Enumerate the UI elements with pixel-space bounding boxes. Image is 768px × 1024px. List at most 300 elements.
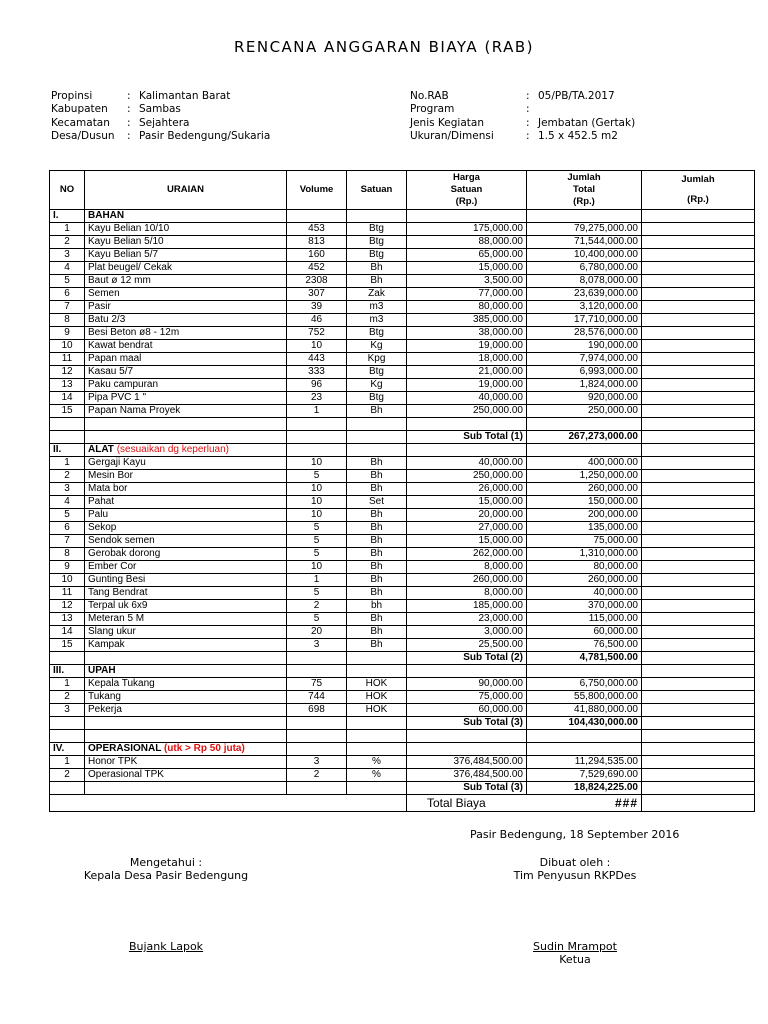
item-uraian: Tang Bendrat: [85, 587, 287, 600]
empty-cell: [407, 730, 527, 743]
item-jumlah-total: 370,000.00: [527, 600, 642, 613]
info-key: Kecamatan: [51, 116, 110, 129]
item-volume: 2: [287, 769, 347, 782]
empty-cell: [50, 730, 85, 743]
item-jumlah: [642, 223, 755, 236]
jumlah-header-line2: (Rp.): [687, 194, 709, 205]
item-jumlah: [642, 704, 755, 717]
info-colon: :: [526, 116, 530, 129]
item-no: 5: [50, 509, 85, 522]
item-jumlah: [642, 483, 755, 496]
empty-cell: [642, 444, 755, 457]
subtotal-value: 104,430,000.00: [527, 717, 642, 730]
table-row: [50, 327, 755, 340]
empty-cell: [347, 444, 407, 457]
item-no: 9: [50, 327, 85, 340]
item-satuan: HOK: [347, 691, 407, 704]
item-satuan: %: [347, 769, 407, 782]
item-no: 2: [50, 470, 85, 483]
section-name: UPAH: [88, 665, 116, 676]
section-note: (utk > Rp 50 juta): [163, 743, 245, 754]
item-uraian: Meteran 5 M: [85, 613, 287, 626]
item-satuan: Bh: [347, 535, 407, 548]
item-jumlah-total: 200,000.00: [527, 509, 642, 522]
item-uraian: Ember Cor: [85, 561, 287, 574]
item-volume: 744: [287, 691, 347, 704]
item-no: 15: [50, 405, 85, 418]
item-uraian: Papan Nama Proyek: [85, 405, 287, 418]
place-date: Pasir Bedengung, 18 September 2016: [470, 828, 680, 841]
empty-cell: [642, 730, 755, 743]
item-jumlah-total: 11,294,535.00: [527, 756, 642, 769]
table-row: [50, 366, 755, 379]
empty-cell: [347, 431, 407, 444]
item-uraian: Kampak: [85, 639, 287, 652]
empty-cell: [347, 665, 407, 678]
item-uraian: Slang ukur: [85, 626, 287, 639]
info-colon: :: [127, 103, 131, 116]
item-satuan: Kpg: [347, 353, 407, 366]
item-satuan: HOK: [347, 704, 407, 717]
info-row: [410, 130, 635, 143]
item-jumlah: [642, 691, 755, 704]
item-jumlah: [642, 353, 755, 366]
item-jumlah-total: 260,000.00: [527, 574, 642, 587]
info-colon: :: [127, 129, 131, 142]
item-no: 6: [50, 288, 85, 301]
empty-cell: [50, 418, 85, 431]
item-jumlah: [642, 470, 755, 483]
item-jumlah: [642, 626, 755, 639]
table-row: [50, 314, 755, 327]
item-jumlah: [642, 340, 755, 353]
item-harga: 20,000.00: [407, 509, 527, 522]
item-uraian: Kayu Belian 5/7: [85, 249, 287, 262]
item-volume: 10: [287, 340, 347, 353]
item-volume: 3: [287, 756, 347, 769]
section-number: III.: [50, 665, 85, 678]
item-jumlah: [642, 509, 755, 522]
item-harga: 19,000.00: [407, 340, 527, 353]
item-jumlah-total: 260,000.00: [527, 483, 642, 496]
item-uraian: Pahat: [85, 496, 287, 509]
empty-cell: [407, 418, 527, 431]
total-label: Total Biaya: [427, 796, 486, 810]
item-jumlah-total: 6,993,000.00: [527, 366, 642, 379]
item-satuan: Bh: [347, 639, 407, 652]
item-harga: 185,000.00: [407, 600, 527, 613]
info-key: Jenis Kegiatan: [410, 116, 484, 129]
item-harga: 90,000.00: [407, 678, 527, 691]
item-jumlah-total: 28,576,000.00: [527, 327, 642, 340]
item-no: 8: [50, 548, 85, 561]
item-volume: 698: [287, 704, 347, 717]
subtotal-label: Sub Total (3): [407, 782, 527, 795]
item-harga: 15,000.00: [407, 262, 527, 275]
item-uraian: Tukang: [85, 691, 287, 704]
empty-cell: [642, 743, 755, 756]
item-jumlah: [642, 405, 755, 418]
col-satuan-header: Satuan: [347, 171, 407, 210]
subtotal-label: Sub Total (2): [407, 652, 527, 665]
item-volume: 5: [287, 587, 347, 600]
item-jumlah-total: 1,824,000.00: [527, 379, 642, 392]
empty-cell: [85, 652, 287, 665]
item-volume: 10: [287, 496, 347, 509]
item-satuan: Btg: [347, 392, 407, 405]
empty-cell: [50, 431, 85, 444]
empty-cell: [50, 782, 85, 795]
item-satuan: m3: [347, 314, 407, 327]
info-key: Ukuran/Dimensi: [410, 129, 494, 142]
item-no: 4: [50, 496, 85, 509]
item-no: 9: [50, 561, 85, 574]
empty-cell: [347, 730, 407, 743]
item-no: 7: [50, 301, 85, 314]
item-satuan: m3: [347, 301, 407, 314]
item-uraian: Mata bor: [85, 483, 287, 496]
item-volume: 160: [287, 249, 347, 262]
table-row: [50, 496, 755, 509]
info-key: Kabupaten: [51, 103, 108, 116]
item-uraian: Kayu Belian 5/10: [85, 236, 287, 249]
table-row: [50, 756, 755, 769]
document-title: RENCANA ANGGARAN BIAYA (RAB): [233, 38, 535, 56]
item-jumlah: [642, 236, 755, 249]
empty-cell: [527, 665, 642, 678]
empty-cell: [407, 743, 527, 756]
item-jumlah-total: 1,250,000.00: [527, 470, 642, 483]
table-row: [50, 626, 755, 639]
item-volume: 333: [287, 366, 347, 379]
item-harga: 40,000.00: [407, 457, 527, 470]
item-no: 5: [50, 275, 85, 288]
empty-cell: [287, 444, 347, 457]
item-volume: 752: [287, 327, 347, 340]
item-jumlah-total: 71,544,000.00: [527, 236, 642, 249]
item-jumlah: [642, 275, 755, 288]
right-signer-name: Sudin Mrampot: [533, 940, 617, 953]
item-jumlah-total: 80,000.00: [527, 561, 642, 574]
subtotal-label: Sub Total (1): [407, 431, 527, 444]
item-uraian: Gergaji Kayu: [85, 457, 287, 470]
table-header-row: [50, 171, 755, 210]
item-satuan: Bh: [347, 613, 407, 626]
table-row: [50, 600, 755, 613]
info-row: [51, 117, 270, 130]
subtotal-row: [50, 431, 755, 444]
item-volume: 813: [287, 236, 347, 249]
item-satuan: Bh: [347, 509, 407, 522]
item-satuan: Bh: [347, 587, 407, 600]
item-uraian: Honor TPK: [85, 756, 287, 769]
item-no: 1: [50, 457, 85, 470]
empty-cell: [50, 652, 85, 665]
item-satuan: Bh: [347, 262, 407, 275]
item-harga: 376,484,500.00: [407, 769, 527, 782]
section-title: [85, 665, 287, 678]
item-volume: 10: [287, 561, 347, 574]
right-signer-role: Ketua: [559, 953, 591, 966]
table-row: [50, 548, 755, 561]
empty-cell: [527, 730, 642, 743]
item-no: 1: [50, 678, 85, 691]
item-harga: 250,000.00: [407, 470, 527, 483]
item-no: 4: [50, 262, 85, 275]
item-harga: 65,000.00: [407, 249, 527, 262]
item-harga: 15,000.00: [407, 535, 527, 548]
item-uraian: Gunting Besi: [85, 574, 287, 587]
item-jumlah: [642, 600, 755, 613]
info-row: [51, 103, 270, 116]
info-key: Program: [410, 103, 455, 116]
table-row: [50, 678, 755, 691]
item-harga: 3,500.00: [407, 275, 527, 288]
left-sign-label: Mengetahui :: [129, 856, 203, 869]
info-row: [410, 117, 635, 130]
empty-cell: [347, 418, 407, 431]
empty-cell: [347, 652, 407, 665]
item-jumlah: [642, 613, 755, 626]
item-jumlah-total: 75,000.00: [527, 535, 642, 548]
subtotal-row: [50, 782, 755, 795]
item-harga: 19,000.00: [407, 379, 527, 392]
empty-cell: [50, 717, 85, 730]
item-uraian: Pekerja: [85, 704, 287, 717]
section-title: [85, 210, 287, 223]
item-volume: 10: [287, 509, 347, 522]
item-harga: 27,000.00: [407, 522, 527, 535]
info-row: [51, 130, 270, 143]
item-jumlah-total: 55,800,000.00: [527, 691, 642, 704]
item-no: 3: [50, 249, 85, 262]
harga-header-line1: Harga: [453, 172, 480, 183]
item-jumlah-total: 60,000.00: [527, 626, 642, 639]
item-volume: 3: [287, 639, 347, 652]
info-colon: :: [526, 90, 530, 102]
empty-cell: [287, 431, 347, 444]
item-jumlah: [642, 548, 755, 561]
item-harga: 8,000.00: [407, 561, 527, 574]
empty-cell: [642, 431, 755, 444]
item-volume: 5: [287, 535, 347, 548]
item-jumlah-total: 150,000.00: [527, 496, 642, 509]
item-volume: 46: [287, 314, 347, 327]
item-uraian: Gerobak dorong: [85, 548, 287, 561]
info-value: 05/PB/TA.2017: [538, 90, 615, 102]
empty-cell: [407, 665, 527, 678]
col-jumlah-header: [642, 171, 755, 210]
item-jumlah: [642, 314, 755, 327]
item-uraian: Kawat bendrat: [85, 340, 287, 353]
section-title: [85, 743, 287, 756]
item-harga: 23,000.00: [407, 613, 527, 626]
item-jumlah: [642, 769, 755, 782]
right-signer-block: [460, 940, 690, 966]
item-uraian: Terpal uk 6x9: [85, 600, 287, 613]
item-satuan: Kg: [347, 340, 407, 353]
item-uraian: Operasional TPK: [85, 769, 287, 782]
item-harga: 18,000.00: [407, 353, 527, 366]
item-satuan: Bh: [347, 470, 407, 483]
info-key: No.RAB: [410, 90, 449, 102]
subtotal-row: [50, 717, 755, 730]
item-no: 3: [50, 704, 85, 717]
item-jumlah: [642, 574, 755, 587]
item-volume: 39: [287, 301, 347, 314]
info-colon: :: [526, 129, 530, 142]
item-jumlah: [642, 366, 755, 379]
item-volume: 307: [287, 288, 347, 301]
item-harga: 250,000.00: [407, 405, 527, 418]
item-satuan: Bh: [347, 405, 407, 418]
item-uraian: Kayu Belian 10/10: [85, 223, 287, 236]
item-satuan: Set: [347, 496, 407, 509]
item-no: 2: [50, 691, 85, 704]
item-volume: 1: [287, 405, 347, 418]
item-uraian: Batu 2/3: [85, 314, 287, 327]
item-satuan: Btg: [347, 366, 407, 379]
info-colon: :: [127, 116, 131, 129]
item-uraian: Sendok semen: [85, 535, 287, 548]
item-jumlah-total: 41,880,000.00: [527, 704, 642, 717]
item-jumlah: [642, 561, 755, 574]
total-row: [50, 795, 755, 812]
item-uraian: Plat beugel/ Cekak: [85, 262, 287, 275]
table-row: [50, 522, 755, 535]
table-row: [50, 704, 755, 717]
item-jumlah-total: 250,000.00: [527, 405, 642, 418]
jtotal-header-line3: (Rp.): [573, 196, 595, 207]
item-satuan: Bh: [347, 457, 407, 470]
item-satuan: Bh: [347, 626, 407, 639]
item-jumlah-total: 6,750,000.00: [527, 678, 642, 691]
item-volume: 453: [287, 223, 347, 236]
table-row: [50, 275, 755, 288]
empty-cell: [287, 730, 347, 743]
subtotal-row: [50, 652, 755, 665]
empty-cell: [85, 782, 287, 795]
table-row: [50, 509, 755, 522]
empty-cell: [527, 418, 642, 431]
item-jumlah-total: 23,639,000.00: [527, 288, 642, 301]
table-row: [50, 353, 755, 366]
col-volume-header: Volume: [287, 171, 347, 210]
item-harga: 38,000.00: [407, 327, 527, 340]
item-harga: 77,000.00: [407, 288, 527, 301]
rab-table: [49, 170, 755, 812]
item-volume: 1: [287, 574, 347, 587]
empty-cell: [347, 210, 407, 223]
item-volume: 75: [287, 678, 347, 691]
item-satuan: Bh: [347, 561, 407, 574]
table-row: [50, 288, 755, 301]
item-harga: 88,000.00: [407, 236, 527, 249]
table-row: [50, 535, 755, 548]
empty-cell: [642, 795, 755, 812]
item-no: 10: [50, 574, 85, 587]
item-no: 11: [50, 587, 85, 600]
item-uraian: Pasir: [85, 301, 287, 314]
item-jumlah: [642, 496, 755, 509]
item-harga: 175,000.00: [407, 223, 527, 236]
harga-header-line3: (Rp.): [455, 196, 478, 207]
table-row: [50, 639, 755, 652]
blank-row: [50, 730, 755, 743]
col-no-header: NO: [50, 171, 85, 210]
item-satuan: Bh: [347, 574, 407, 587]
col-uraian-header: URAIAN: [85, 171, 287, 210]
item-satuan: Bh: [347, 483, 407, 496]
total-value: ###: [614, 796, 638, 810]
item-satuan: Bh: [347, 548, 407, 561]
item-harga: 3,000.00: [407, 626, 527, 639]
section-name: BAHAN: [88, 210, 125, 221]
item-volume: 5: [287, 548, 347, 561]
item-jumlah: [642, 249, 755, 262]
table-row: [50, 249, 755, 262]
info-value: Sambas: [139, 103, 181, 116]
item-no: 13: [50, 379, 85, 392]
item-uraian: Besi Beton ø8 - 12m: [85, 327, 287, 340]
empty-cell: [287, 652, 347, 665]
table-row: [50, 236, 755, 249]
table-row: [50, 769, 755, 782]
item-jumlah: [642, 678, 755, 691]
section-row: [50, 665, 755, 678]
empty-cell: [527, 210, 642, 223]
empty-cell: [642, 418, 755, 431]
item-uraian: Palu: [85, 509, 287, 522]
info-value: Jembatan (Gertak): [538, 116, 636, 129]
section-name: ALAT: [88, 444, 114, 455]
item-jumlah-total: 40,000.00: [527, 587, 642, 600]
right-sign-title: Tim Penyusun RKPDes: [513, 869, 637, 882]
item-volume: 2308: [287, 275, 347, 288]
info-left: [51, 90, 270, 143]
table-row: [50, 379, 755, 392]
info-row: [410, 90, 635, 103]
section-note: (sesuaikan dg keperluan): [116, 444, 229, 455]
item-volume: 5: [287, 522, 347, 535]
table-row: [50, 574, 755, 587]
table-row: [50, 405, 755, 418]
item-no: 3: [50, 483, 85, 496]
item-volume: 452: [287, 262, 347, 275]
info-key: Desa/Dusun: [51, 129, 115, 142]
item-uraian: Papan maal: [85, 353, 287, 366]
item-jumlah: [642, 392, 755, 405]
section-row: [50, 743, 755, 756]
table-row: [50, 392, 755, 405]
item-harga: 60,000.00: [407, 704, 527, 717]
total-cell: [407, 795, 642, 812]
item-satuan: Kg: [347, 379, 407, 392]
item-jumlah-total: 76,500.00: [527, 639, 642, 652]
empty-cell: [527, 743, 642, 756]
empty-cell: [85, 717, 287, 730]
item-jumlah-total: 135,000.00: [527, 522, 642, 535]
table-row: [50, 301, 755, 314]
section-number: II.: [50, 444, 85, 457]
empty-cell: [287, 782, 347, 795]
info-key: Propinsi: [51, 90, 93, 102]
empty-cell: [407, 210, 527, 223]
table-row: [50, 457, 755, 470]
item-uraian: Sekop: [85, 522, 287, 535]
item-jumlah-total: 7,974,000.00: [527, 353, 642, 366]
item-volume: 2: [287, 600, 347, 613]
